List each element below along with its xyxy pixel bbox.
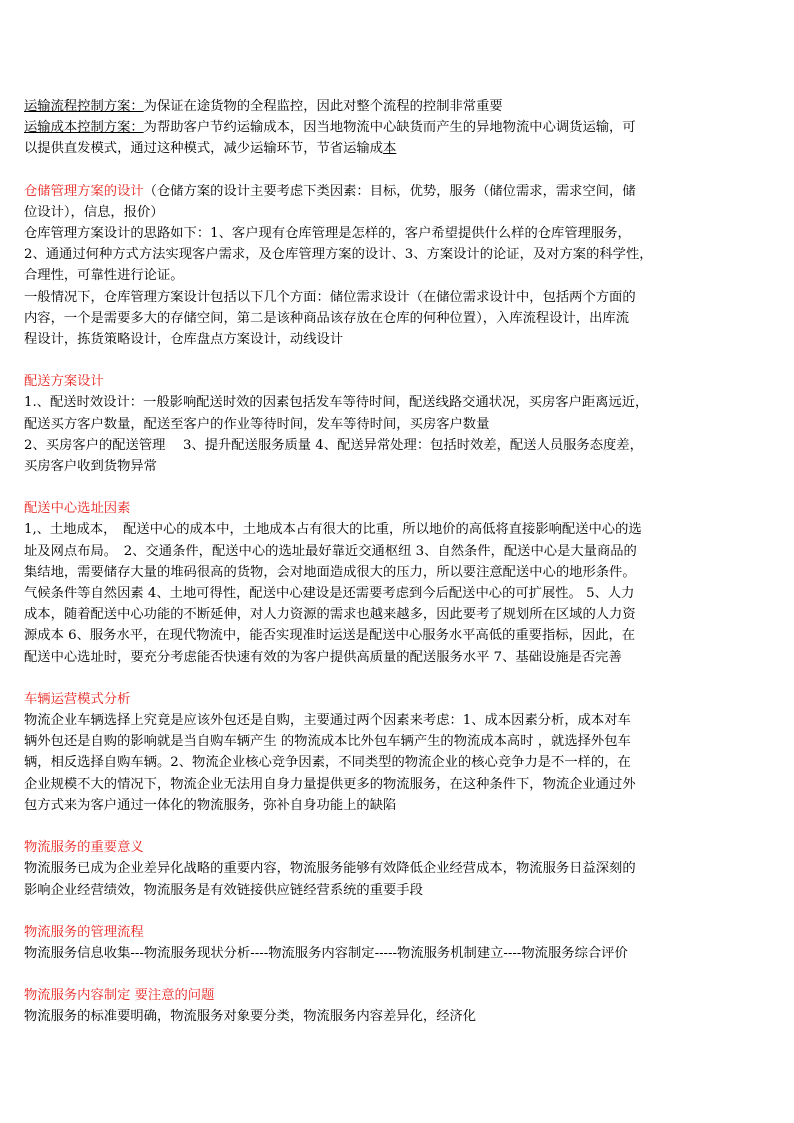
process-body-line: 物流服务信息收集---物流服务现状分析----物流服务内容制定-----物流服务机制建立----物流服务综合评价 xyxy=(24,945,628,961)
warehouse-body-line: 2、通通过何种方式方法实现客户需求，及仓库管理方案的设计、3、方案设计的论证，及对方案的科学性， xyxy=(24,247,653,263)
site-body-line: 配送中心选址时，要充分考虑能否快速有效的为客户提供高质量的配送服务水平 7、基础设施是否完善 xyxy=(24,649,622,665)
warehouse-title-line2: 位设计），信息，报价） xyxy=(24,204,164,220)
site-body-line: 成本，随着配送中心功能的不断延伸，对人力资源的需求也越来越多，因此要考了规划所在区域的人力资 xyxy=(24,607,636,623)
delivery-body-line: 2、买房客户的配送管理 3、提升配送服务质量 4、配送异常处理：包括时效差，配送人员服务态度差， xyxy=(24,437,643,453)
warehouse-body-line: 仓库管理方案设计的思路如下：1、客户现有仓库管理是怎样的，客户希望提供什么样的仓库管理服务， xyxy=(24,226,631,242)
warehouse-title-rest: （仓储方案的设计主要考虑下类因素：目标，优势，服务（储位需求，需求空间，储 xyxy=(143,183,636,199)
vehicle-title: 车辆运营模式分析 xyxy=(24,691,131,707)
site-body-line: 气候条件等自然因素 4、土地可得性，配送中心建设是还需要考虑到今后配送中心的可扩展性。 5、人力 xyxy=(24,586,635,602)
transport-flow-label: 运输流程控制方案： xyxy=(24,99,144,114)
transport-cost-label: 运输成本控制方案： xyxy=(24,120,144,136)
site-body-line: 集结地，需要储存大量的堆码很高的货物，会对地面造成很大的压力，所以要注意配送中心的地形条件。 xyxy=(24,564,636,580)
transport-cost-end: 本 xyxy=(383,141,397,157)
vehicle-body-line: 包方式来为客户通过一体化的物流服务，弥补自身功能上的缺陷 xyxy=(24,797,397,813)
issues-body-line: 物流服务的标准要明确，物流服务对象要分类，物流服务内容差异化，经济化 xyxy=(24,1009,477,1025)
warehouse-body-line: 程设计，拣货策略设计，仓库盘点方案设计，动线设计 xyxy=(24,332,344,348)
importance-body-line: 影响企业经营绩效，物流服务是有效链接供应链经营系统的重要手段 xyxy=(24,882,423,898)
issues-title: 物流服务内容制定 要注意的问题 xyxy=(24,988,215,1004)
delivery-body-line: 配送买方客户数量，配送至客户的作业等待时间，发车等待时间，买房客户数量 xyxy=(24,416,490,432)
process-title: 物流服务的管理流程 xyxy=(24,924,144,940)
site-body-line: 源成本 6、服务水平，在现代物流中，能否实现准时运送是配送中心服务水平高低的重要指标，因此，在 xyxy=(24,628,636,644)
transport-cost-text: 为帮助客户节约运输成本，因当地物流中心缺货而产生的异地物流中心调货运输，可 xyxy=(143,120,636,136)
site-title: 配送中心选址因素 xyxy=(24,501,131,517)
vehicle-body-line: 物流企业车辆选择上究竟是应该外包还是自购，主要通过两个因素来考虑：1、成本因素分析，成本对车 xyxy=(24,713,631,729)
transport-flow-text: 为保证在途货物的全程监控，因此对整个流程的控制非常重要 xyxy=(143,99,503,114)
warehouse-body-line: 合理性，可靠性进行论证。 xyxy=(24,268,184,284)
vehicle-body-line: 辆外包还是自购的影响就是当自购车辆产生 的物流成本比外包车辆产生的物流成本高时 ，就选择外包车 xyxy=(24,734,631,750)
transport-cost-line-2: 以提供直发模式，通过这种模式，减少运输环节，节省运输成本 xyxy=(24,141,397,157)
importance-title: 物流服务的重要意义 xyxy=(24,840,144,856)
warehouse-body-line: 一般情况下，仓库管理方案设计包括以下几个方面：储位需求设计（在储位需求设计中，包括两个方面的 xyxy=(24,289,636,305)
site-body-line: 1,、土地成本， 配送中心的成本中，土地成本占有很大的比重，所以地价的高低将直接影响配送中心的选 xyxy=(24,522,642,538)
warehouse-body-line: 内容，一个是需要多大的存储空间，第二是该种商品该存放在仓库的何种位置），入库流程设计，出库流 xyxy=(24,310,630,326)
vehicle-body-line: 企业规模不大的情况下，物流企业无法用自身力量提供更多的物流服务，在这种条件下，物流企业通过外 xyxy=(24,776,636,792)
warehouse-title: 仓储管理方案的设计 xyxy=(24,183,144,199)
importance-body-line: 物流服务已成为企业差异化战略的重要内容，物流服务能够有效降低企业经营成本，物流服务日益深刻的 xyxy=(24,861,636,877)
document-page xyxy=(24,96,684,1028)
delivery-title: 配送方案设计 xyxy=(24,374,104,390)
warehouse-heading xyxy=(24,181,684,202)
delivery-body-line: 买房客户收到货物异常 xyxy=(24,459,157,475)
transport-flow-line xyxy=(24,96,684,117)
vehicle-body-line: 辆，相反选择自购车辆。2、物流企业核心竞争因素，不同类型的物流企业的核心竞争力是不一样的，在 xyxy=(24,755,631,771)
site-body-line: 址及网点布局。 2、交通条件，配送中心的选址最好靠近交通枢纽 3、自然条件，配送中心是大量商品的 xyxy=(24,543,637,559)
transport-cost-line xyxy=(24,117,684,138)
delivery-body-line: 1.、配送时效设计：一般影响配送时效的因素包括发车等待时间，配送线路交通状况，买房客户距离远近， xyxy=(24,395,649,411)
